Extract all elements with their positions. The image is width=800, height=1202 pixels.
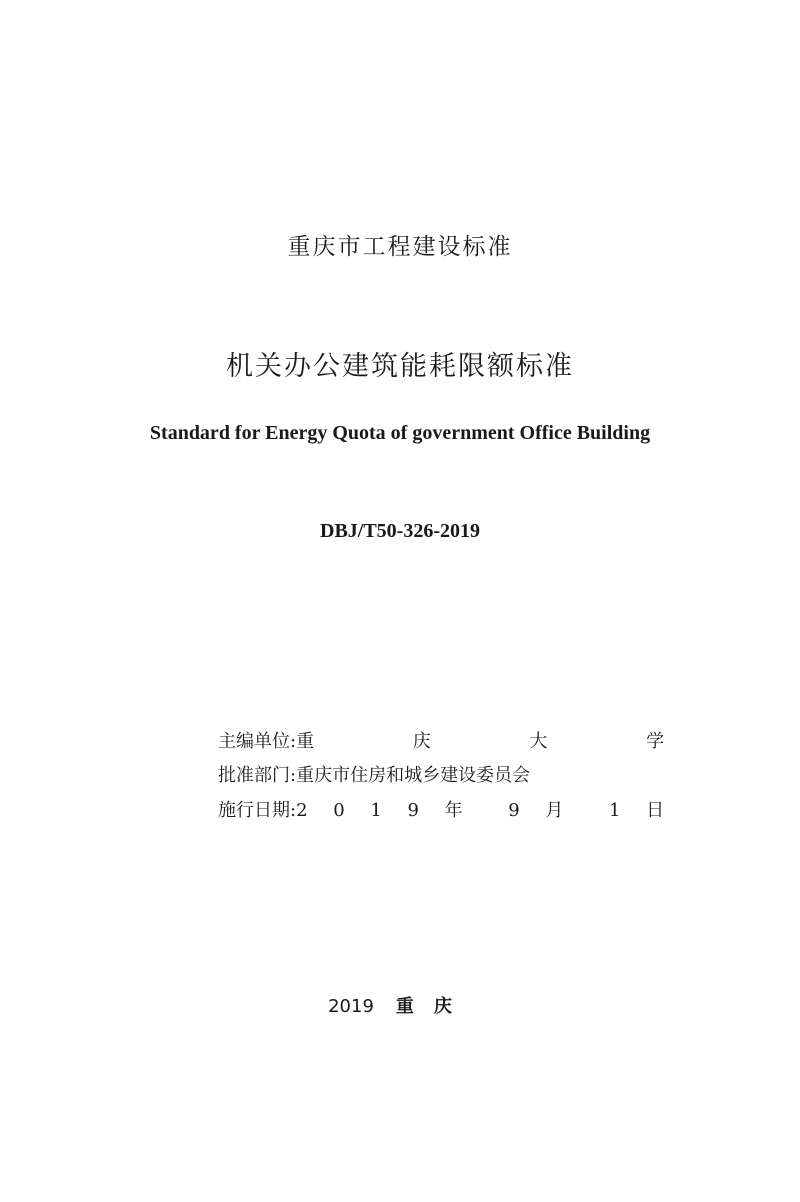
- series-title: 重庆市工程建设标准: [287, 234, 513, 260]
- footer-place: 重庆: [395, 996, 472, 1017]
- info-row-approver: [218, 765, 530, 787]
- footer: [0, 992, 800, 1018]
- editor-value: 重 庆 大 学: [296, 731, 665, 752]
- standard-code: DBJ/T50-326-2019: [320, 520, 480, 542]
- footer-year: 2019: [328, 996, 374, 1017]
- editor-label: 主编单位:: [218, 731, 297, 752]
- document-title-chinese: 机关办公建筑能耗限额标准: [226, 351, 574, 382]
- approver-label: 批准部门:: [218, 765, 297, 786]
- document-title-english: Standard for Energy Quota of government Office Building: [149, 422, 651, 444]
- info-row-effective-date: [218, 800, 664, 822]
- approver-value: 重庆市住房和城乡建设委员会: [296, 765, 531, 786]
- effective-date-value: 2 0 1 9 年 9 月 1 日: [296, 800, 665, 821]
- effective-date-label: 施行日期:: [218, 800, 297, 821]
- info-row-editor: [218, 731, 664, 753]
